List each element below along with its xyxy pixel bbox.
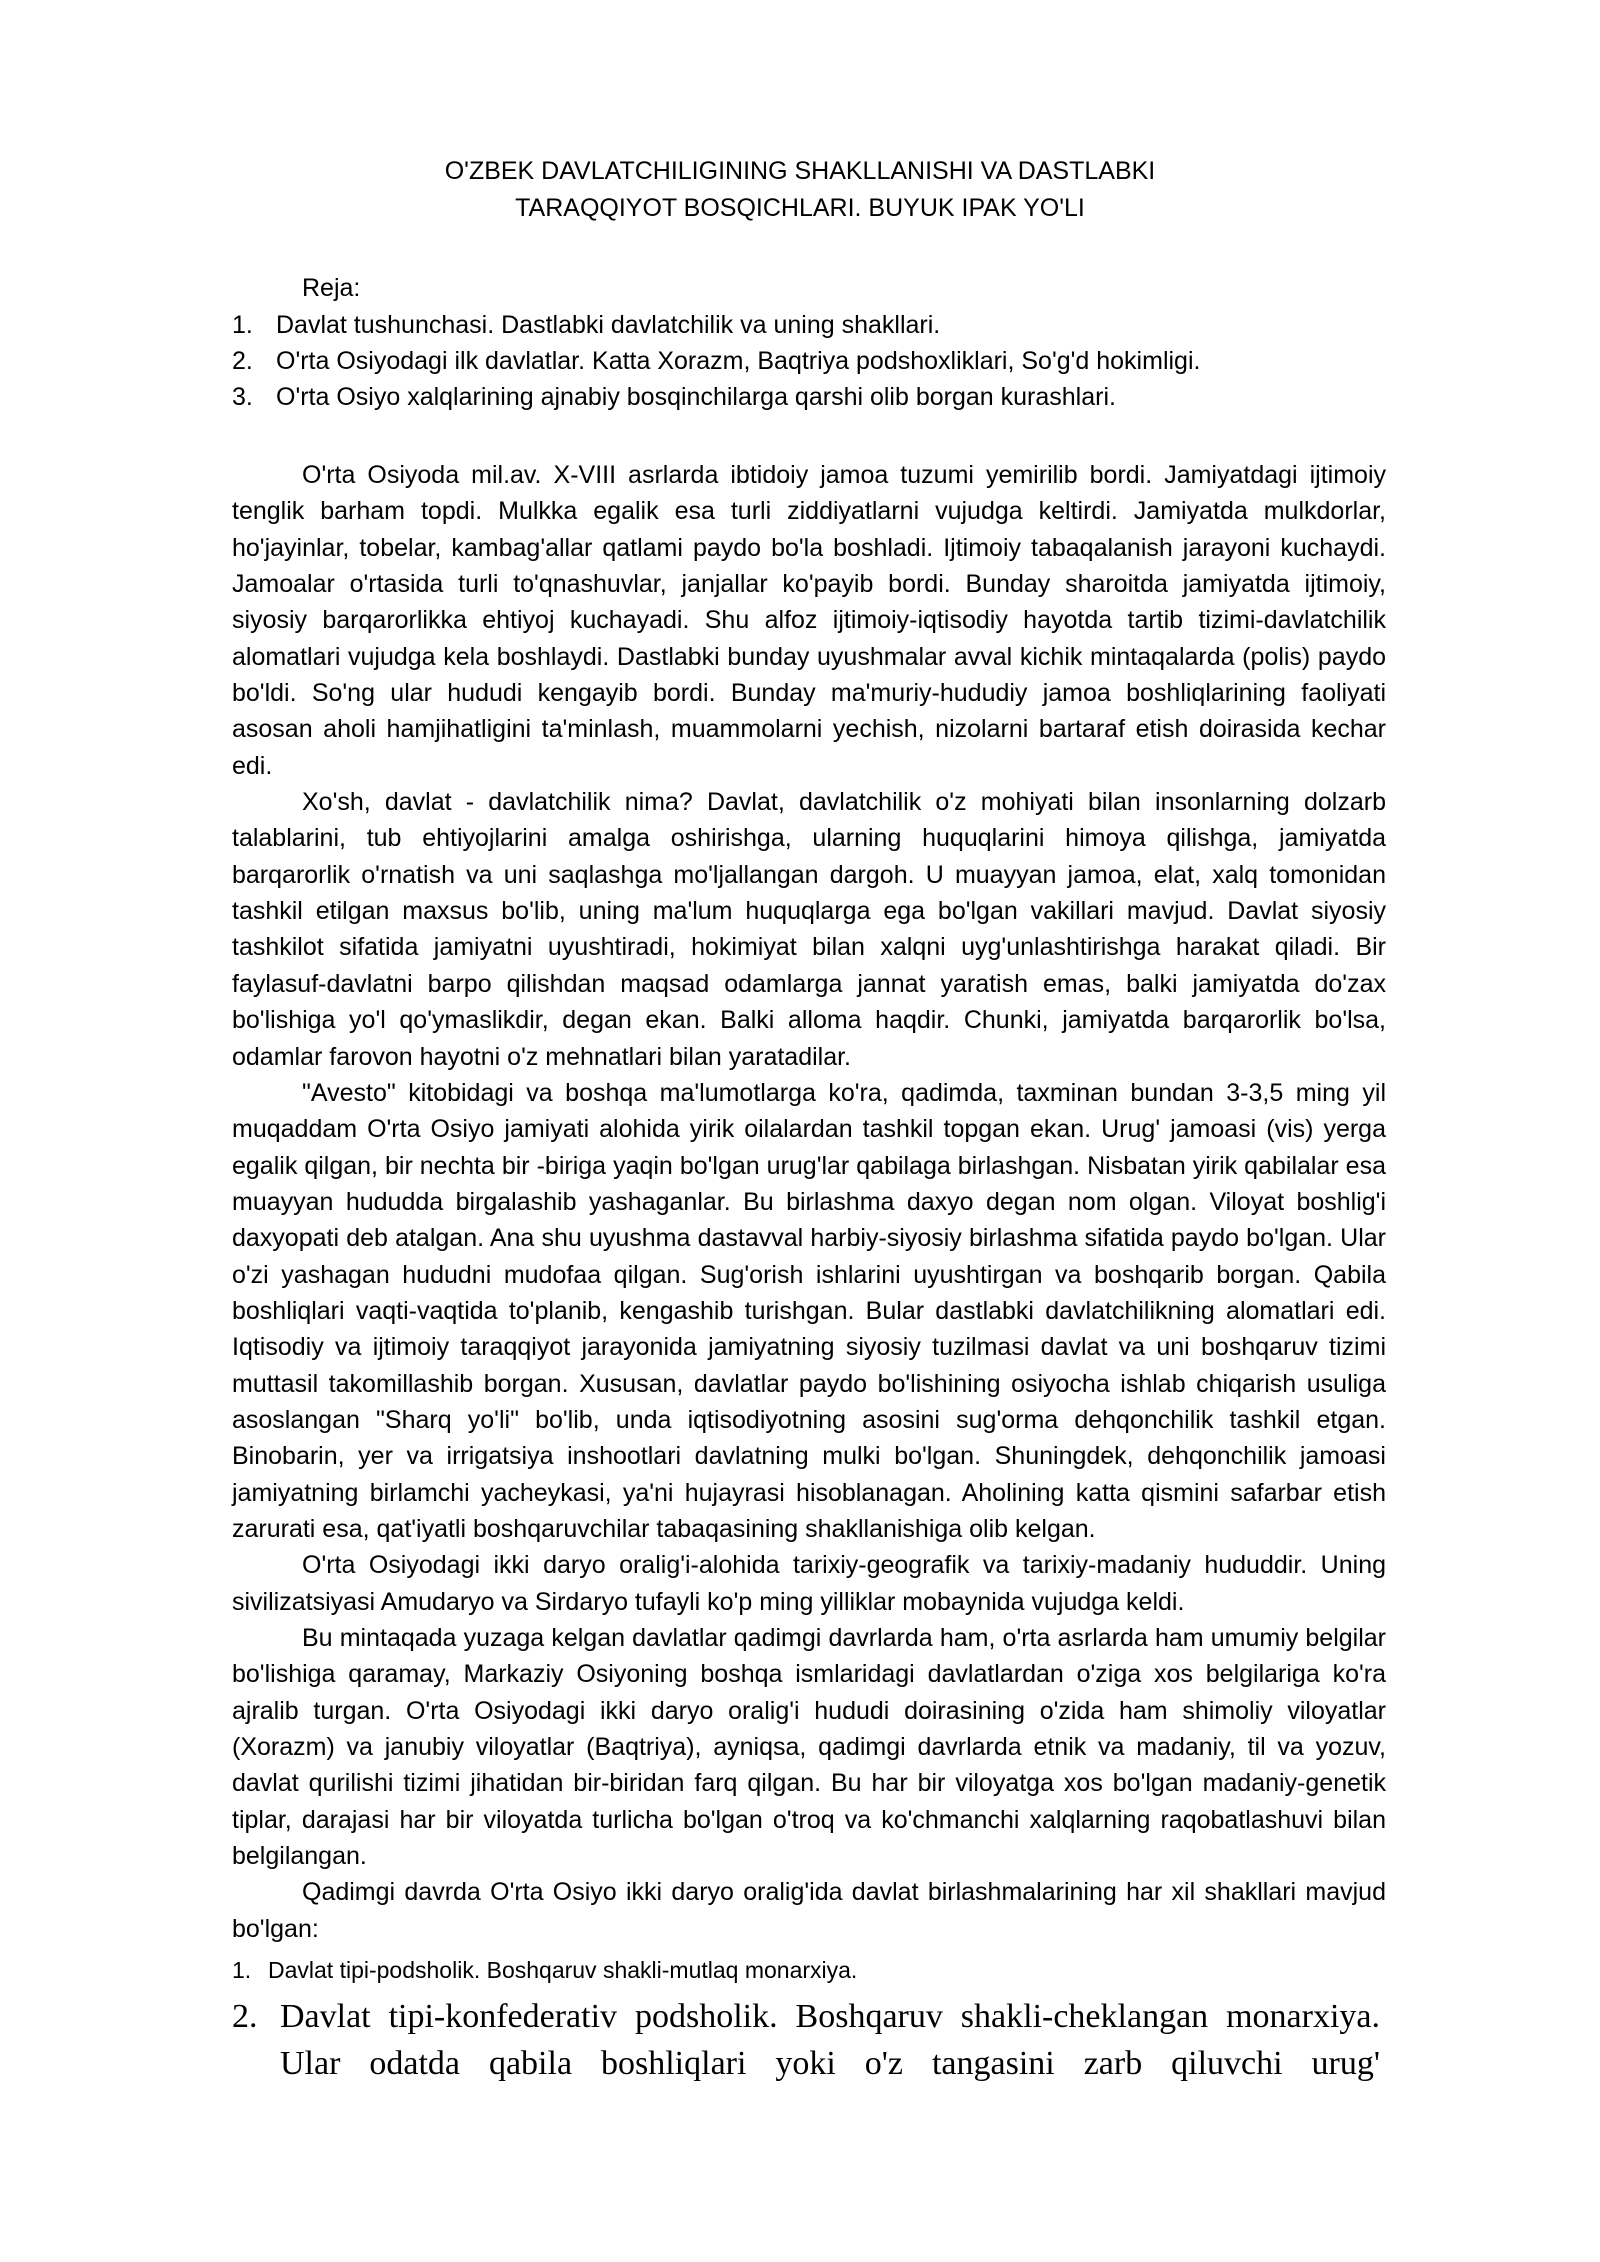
forms-list-item <box>232 1993 1496 2087</box>
plan-item-text: O'rta Osiyodagi ilk davlatlar. Katta Xorazm, Baqtriya podshoxliklari, So'g'd hokimligi. <box>276 347 1201 375</box>
plan-item <box>232 307 1386 343</box>
body-paragraph: O'rta Osiyodagi ikki daryo oralig'i-alohida tarixiy-geografik va tarixiy-madaniy hududdir. Uning sivilizatsiyasi Amudaryo va Sirdaryo tufayli ko'p ming yilliklar mobaynida vujudga keldi. <box>232 1551 1386 1616</box>
document-title <box>0 153 1600 227</box>
body-paragraph: Bu mintaqada yuzaga kelgan davlatlar qadimgi davrlarda ham, o'rta asrlarda ham umumiy belgilar bo'lishiga qaramay, Markaziy Osiyoning boshqa ismlaridagi davlatlardan o'ziga xos belgilariga ko'ra ajralib turgan. O'rta Osiyodagi ikki daryo oralig'i hududi doirasining o'zida ham shimoliy viloyatlar (Xorazm) va janubiy viloyatlar (Baqtriya), ayniqsa, qadimgi davrlarda etnik va madaniy, til va yozuv, davlat qurilishi tizimi jihatidan bir-biridan farq qilgan. Bu har bir viloyatga xos bo'lgan madaniy-genetik tiplar, darajasi har bir viloyatda turlicha bo'lgan o'troq va ko'chmanchi xalqlarning raqobatlashuvi bilan belgilangan. <box>232 1624 1386 1871</box>
forms-item-line: Ular odatda qabila boshliqlari yoki o'z tangasini zarb qiluvchi urug' <box>280 2045 1380 2082</box>
forms-item-text <box>280 1993 1380 2087</box>
body-paragraph: Xo'sh, davlat - davlatchilik nima? Davlat, davlatchilik o'z mohiyati bilan insonlarning dolzarb talablarini, tub ehtiyojlarini amalga oshirishga, ularning huquqlarini himoya qilishga, jamiyatda barqarorlik o'rnatish va uni saqlashga mo'ljallangan dargoh. U muayyan jamoa, elat, xalq tomonidan tashkil etilgan maxsus bo'lib, uning ma'lum huquqlarga ega bo'lgan vakillari mavjud. Davlat siyosiy tashkilot sifatida jamiyatni uyushtiradi, hokimiyat bilan xalqni uyg'unlashtirishga harakat qiladi. Bir faylasuf-davlatni barpo qilishdan maqsad odamlarga jannat yaratish emas, balki jamiyatda do'zax bo'lishiga yo'l qo'ymaslikdir, degan ekan. Balki alloma haqdir. Chunki, jamiyatda barqarorlik bo'lsa, odamlar farovon hayotni o'z mehnatlari bilan yaratadilar. <box>232 788 1386 1071</box>
plan-item-text: O'rta Osiyo xalqlarining ajnabiy bosqinchilarga qarshi olib borgan kurashlari. <box>276 383 1116 411</box>
body-paragraph: O'rta Osiyoda mil.av. X-VIII asrlarda ibtidoiy jamoa tuzumi yemirilib bordi. Jamiyatdagi ijtimoiy tenglik barham topdi. Mulkka egalik esa turli ziddiyatlarni vujudga keltirdi. Jamiyatda mulkdorlar, ho'jayinlar, tobelar, kambag'allar qatlami paydo bo'la boshladi. Ijtimoiy tabaqalanish jarayoni kuchaydi. Jamoalar o'rtasida turli to'qnashuvlar, janjallar ko'payib bordi. Bunday sharoitda jamiyatda ijtimoiy, siyosiy barqarorlikka ehtiyoj kuchayadi. Shu alfoz ijtimoiy-iqtisodiy hayotda tartib tizimi-davlatchilik alomatlari vujudga kela boshlaydi. Dastlabki bunday uyushmalar avval kichik mintaqalarda (polis) paydo bo'ldi. So'ng ular hududi kengayib bordi. Bunday ma'muriy-hududiy jamoa boshliqlarining faoliyati asosan aholi hamjihatligini ta'minlash, muammolarni yechish, nizolarni bartaraf etish doirasida kechar edi. <box>232 461 1386 780</box>
plan-list <box>232 307 1386 415</box>
body-paragraph: Qadimgi davrda O'rta Osiyo ikki daryo oralig'ida davlat birlashmalarining har xil shakllari mavjud bo'lgan: <box>232 1878 1386 1943</box>
plan-item-number: 1. <box>232 311 253 339</box>
plan-item <box>232 343 1386 379</box>
document-body <box>232 457 1386 1947</box>
title-line-2: TARAQQIYOT BOSQICHLARI. BUYUK IPAK YO'LI <box>515 194 1085 222</box>
forms-item-text: Davlat tipi-podsholik. Boshqaruv shakli-mutlaq monarxiya. <box>268 1957 858 1983</box>
plan-item <box>232 379 1386 415</box>
title-line-1: O'ZBEK DAVLATCHILIGINING SHAKLLANISHI VA DASTLABKI <box>444 157 1156 185</box>
body-paragraph: "Avesto" kitobidagi va boshqa ma'lumotlarga ko'ra, qadimda, taxminan bundan 3-3,5 ming yil muqaddam O'rta Osiyo jamiyati alohida yirik oilalardan tashkil topgan ekan. Urug' jamoasi (vis) yerga egalik qilgan, bir nechta bir -biriga yaqin bo'lgan urug'lar qabilaga birlashgan. Nisbatan yirik qabilalar esa muayyan hududda birgalashib yashaganlar. Bu birlashma daxyo degan nom olgan. Viloyat boshlig'i daxyopati deb atalgan. Ana shu uyushma dastavval harbiy-siyosiy birlashma sifatida paydo bo'lgan. Ular o'zi yashagan hududni mudofaa qilgan. Sug'orish ishlarini uyushtirgan va boshqarib borgan. Qabila boshliqlari vaqti-vaqtida to'planib, kengashib turishgan. Bular dastlabki davlatchilikning alomatlari edi. Iqtisodiy va ijtimoiy taraqqiyot jarayonida jamiyatning siyosiy tuzilmasi davlat va uni boshqaruv tizimi muttasil takomillashib borgan. Xususan, davlatlar paydo bo'lishining osiyocha ishlab chiqarish usuliga asoslangan "Sharq yo'li" bo'lib, unda iqtisodiyotning asosini sug'orma dehqonchilik tashkil etgan. Binobarin, yer va irrigatsiya inshootlari davlatning mulki bo'lgan. Shuningdek, dehqonchilik jamoasi jamiyatning birlamchi yacheykasi, ya'ni hujayrasi hisoblanagan. Aholining katta qismini safarbar etish zarurati esa, qat'iyatli boshqaruvchilar tabaqasining shakllanishiga olib kelgan. <box>232 1078 1386 1543</box>
forms-item-number: 1. <box>232 1957 252 1983</box>
plan-item-number: 2. <box>232 347 253 375</box>
plan-item-number: 3. <box>232 383 253 411</box>
forms-item-line: Davlat tipi-konfederativ podsholik. Boshqaruv shakli-cheklangan monarxiya. <box>280 1998 1380 2035</box>
plan-heading: Reja: <box>302 274 361 302</box>
plan-item-text: Davlat tushunchasi. Dastlabki davlatchilik va uning shakllari. <box>276 311 941 339</box>
forms-list-item <box>232 1952 857 1988</box>
forms-item-number: 2. <box>232 1998 258 2035</box>
